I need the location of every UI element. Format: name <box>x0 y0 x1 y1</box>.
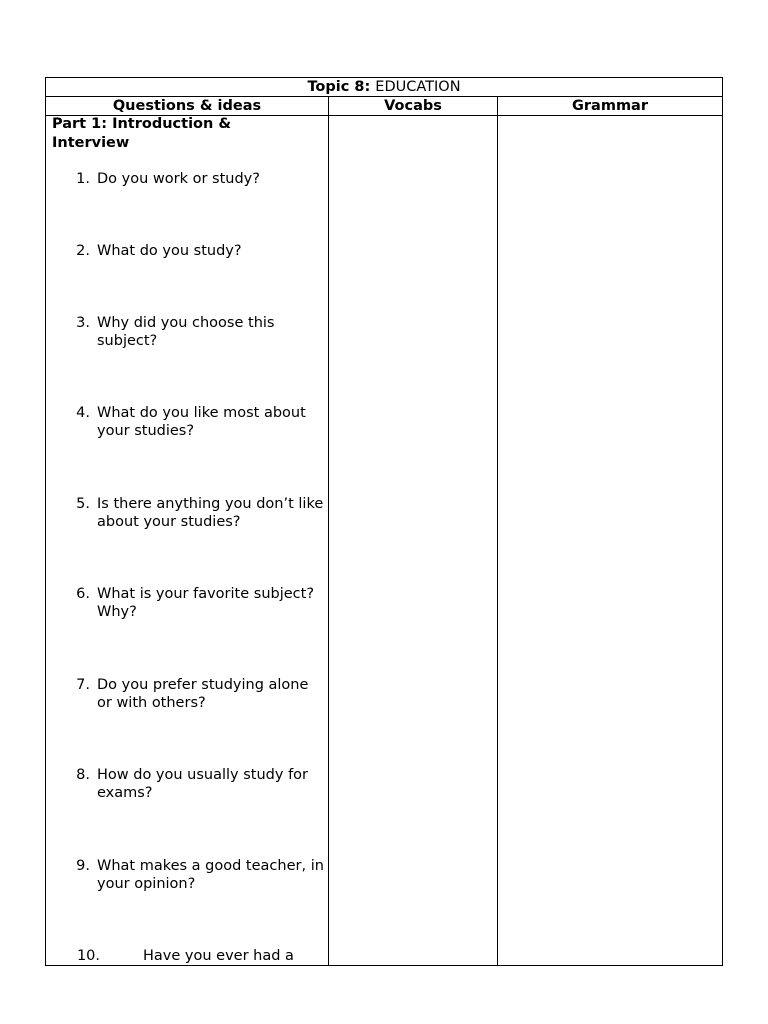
worksheet-table <box>45 77 723 966</box>
question-text: Is there anything you don’t like about your studies? <box>97 496 324 530</box>
question-text: Do you work or study? <box>97 171 260 187</box>
question-number: 10. <box>76 948 100 964</box>
question-text: Why did you choose this subject? <box>97 315 275 349</box>
question-number: 5. <box>76 496 90 512</box>
column-divider-vocabs <box>328 97 329 965</box>
header-questions: Questions & ideas <box>112 98 262 114</box>
question-text: What do you study? <box>97 243 242 259</box>
title-topic: EDUCATION <box>375 79 461 95</box>
question-number: 2. <box>76 243 90 259</box>
column-divider-grammar <box>497 97 498 965</box>
question-text: What do you like most about your studies? <box>97 405 306 439</box>
header-row <box>46 97 722 116</box>
question-text: How do you usually study for exams? <box>97 767 309 801</box>
question-number: 8. <box>76 767 90 783</box>
question-text: What makes a good teacher, in your opinion? <box>97 858 324 892</box>
title-prefix: Topic 8: <box>307 79 376 95</box>
question-number: 1. <box>76 171 90 187</box>
header-vocabs: Vocabs <box>384 98 442 114</box>
part-heading: Part 1: Introduction & Interview <box>52 116 232 151</box>
header-grammar: Grammar <box>572 98 648 114</box>
question-text: Have you ever had a <box>143 948 294 964</box>
question-number: 7. <box>76 677 90 693</box>
question-number: 6. <box>76 586 90 602</box>
table-title <box>46 78 722 97</box>
question-number: 3. <box>76 315 90 331</box>
question-text: What is your favorite subject? Why? <box>97 586 315 620</box>
question-text: Do you prefer studying alone or with others? <box>97 677 309 711</box>
question-number: 9. <box>76 858 90 874</box>
question-number: 4. <box>76 405 90 421</box>
